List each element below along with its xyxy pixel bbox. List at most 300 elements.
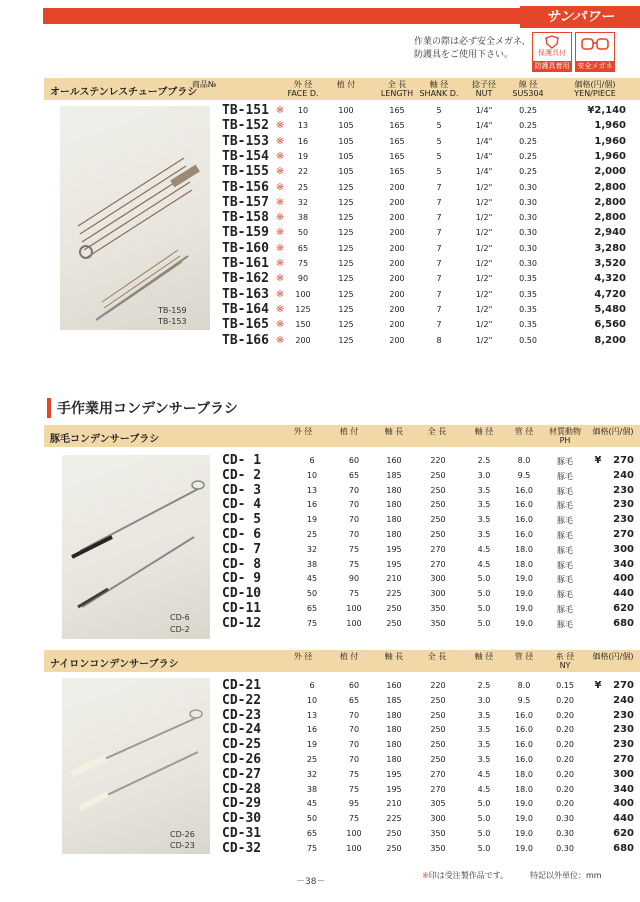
face-diameter: 50: [297, 228, 309, 238]
shank-diameter: 3.0: [477, 695, 491, 705]
col-label: 全 長: [387, 80, 407, 89]
total-length: 165: [389, 136, 405, 146]
fill-length: 70: [348, 755, 360, 764]
face-diameter: 25: [297, 182, 309, 192]
product-code: TB-156: [222, 179, 269, 195]
footer-note: [422, 870, 508, 881]
wire-diameter: 0.30: [519, 197, 537, 207]
product-code: CD-12: [222, 615, 262, 631]
face-diameter: 75: [297, 259, 309, 268]
col-label: 軸 径: [474, 652, 494, 661]
material: 0.30: [556, 843, 574, 853]
face-diameter: 50: [306, 814, 318, 824]
price: 680: [613, 842, 634, 854]
tube-diameter: 18.0: [515, 559, 533, 569]
wire-diameter: 0.30: [519, 182, 537, 192]
tube-diameter: 16.0: [515, 530, 533, 539]
price: 620: [613, 828, 634, 839]
tube-diameter: 16.0: [515, 725, 533, 735]
table-row: [44, 319, 640, 334]
shank-diameter: 7: [436, 213, 442, 223]
tube-header: [44, 78, 640, 100]
tube-diameter: 19.0: [515, 574, 533, 584]
footer-note-text: 印は受注製作品です。: [428, 871, 509, 880]
yen-mark: ¥: [594, 455, 602, 466]
shaft-length: 250: [386, 618, 402, 628]
face-diameter: 19: [306, 515, 318, 525]
total-length: 200: [389, 304, 405, 314]
table-row: [44, 541, 640, 559]
wire-diameter: 0.30: [519, 243, 537, 253]
face-diameter: 6: [309, 456, 315, 465]
table-row: [44, 529, 640, 544]
fill-length: 125: [338, 259, 354, 268]
shank-diameter: 7: [436, 320, 442, 330]
total-length: 165: [389, 121, 405, 131]
face-diameter: 45: [306, 574, 318, 584]
product-code: CD-27: [222, 766, 262, 782]
col-label: 外 径: [293, 427, 313, 436]
custom-order-mark: ※: [275, 319, 285, 331]
product-code: CD- 8: [222, 556, 262, 572]
table-row: [44, 754, 640, 769]
shaft-length: 180: [386, 485, 402, 495]
wire-diameter: 0.25: [519, 121, 537, 131]
price: 2,800: [594, 181, 626, 193]
tube-diameter: 9.5: [517, 695, 531, 705]
shank-diameter: 5: [436, 121, 442, 131]
product-code: TB-151: [222, 103, 269, 118]
face-diameter: 150: [295, 320, 311, 330]
price: 680: [613, 617, 634, 629]
product-code: CD- 1: [222, 453, 262, 468]
bristle-caption-2: CD-2: [170, 625, 190, 634]
total-length: 200: [389, 228, 405, 238]
face-diameter: 38: [306, 784, 318, 794]
shank-diameter: 5.0: [477, 843, 491, 853]
tube-product-name: オールステンレスチューブブラシ: [50, 87, 198, 98]
total-length: 165: [389, 167, 405, 177]
product-code: CD- 2: [222, 467, 262, 483]
nut-size: 1/4": [475, 121, 493, 131]
total-length: 250: [430, 695, 446, 705]
shank-diameter: 4.5: [477, 784, 491, 794]
tube-col-header: [414, 80, 464, 98]
product-code: CD-29: [222, 796, 262, 812]
table-row: [44, 556, 640, 574]
price: 230: [613, 484, 634, 496]
table-row: [44, 273, 640, 288]
nut-size: 1/2": [475, 197, 493, 207]
fill-length: 75: [348, 544, 360, 554]
shaft-length: 195: [386, 544, 402, 554]
table-row: [44, 227, 640, 242]
fill-length: 100: [346, 829, 362, 838]
fill-length: 70: [348, 485, 360, 495]
custom-order-mark: ※: [275, 258, 285, 269]
table-row: [44, 680, 640, 695]
face-diameter: 75: [306, 843, 318, 853]
material: 豚毛: [557, 575, 573, 585]
custom-order-mark: ※: [275, 135, 285, 147]
wire-diameter: 0.25: [519, 151, 537, 161]
total-length: 300: [430, 589, 446, 599]
material: 豚毛: [557, 605, 573, 614]
tube-diameter: 16.0: [515, 710, 533, 720]
face-diameter: 19: [297, 151, 309, 161]
nut-size: 1/2": [475, 304, 493, 314]
material: 0.20: [556, 725, 574, 735]
price: 340: [613, 558, 634, 570]
price: 230: [613, 514, 634, 526]
nut-size: 1/2": [475, 259, 493, 268]
col-sublabel: NUT: [475, 89, 493, 98]
shaft-length: 210: [386, 574, 402, 584]
bristle-col-header: [326, 427, 372, 436]
shaft-length: 180: [386, 755, 402, 764]
yen-mark: ¥: [594, 680, 602, 691]
bristle-col-header: [414, 427, 460, 436]
fill-length: 125: [338, 197, 354, 207]
product-code: CD- 7: [222, 541, 262, 557]
shank-diameter: 3.5: [477, 500, 491, 510]
shaft-length: 195: [386, 769, 402, 779]
total-length: 200: [389, 289, 405, 299]
price: 1,960: [594, 150, 626, 162]
price: ¥2,140: [587, 105, 626, 116]
col-sublabel: SHANK D.: [419, 89, 459, 98]
tube-diameter: 8.0: [517, 456, 531, 465]
bristle-col-header: [374, 427, 414, 436]
nylon-col-header: [462, 652, 506, 661]
tube-diameter: 18.0: [515, 784, 533, 794]
table-row: [44, 133, 640, 151]
table-row: [44, 482, 640, 500]
total-length: 300: [430, 814, 446, 824]
face-diameter: 22: [297, 167, 309, 177]
nut-size: 1/2": [475, 243, 493, 253]
product-code: TB-152: [222, 118, 269, 134]
fill-length: 105: [338, 167, 354, 177]
price: 270: [613, 529, 634, 540]
bristle-col-header: [280, 427, 326, 436]
wire-diameter: 0.25: [519, 106, 537, 115]
col-label: 糸 径: [555, 652, 575, 661]
nylon-col-header: [414, 652, 460, 661]
custom-order-mark: ※: [275, 288, 285, 300]
nylon-brush-section: [44, 650, 640, 860]
material: 0.20: [556, 784, 574, 794]
shaft-length: 225: [386, 589, 402, 599]
footer-note-mark: ※: [422, 871, 429, 880]
price: 230: [613, 739, 634, 751]
fill-length: 70: [348, 710, 360, 720]
wire-diameter: 0.35: [519, 320, 537, 330]
table-row: [44, 332, 640, 350]
price: 2,800: [594, 196, 626, 208]
shaft-length: 180: [386, 500, 402, 510]
fill-length: 65: [348, 695, 360, 705]
price: 300: [613, 768, 634, 780]
custom-order-mark: ※: [275, 166, 285, 178]
table-row: [44, 179, 640, 197]
table-row: [44, 798, 640, 813]
shank-diameter: 4.5: [477, 769, 491, 779]
shaft-length: 180: [386, 515, 402, 525]
table-row: [44, 828, 640, 843]
shank-diameter: 4.5: [477, 559, 491, 569]
shank-diameter: 7: [436, 243, 442, 253]
material: 0.20: [556, 710, 574, 720]
footer-unit: 特記以外単位：mm: [530, 871, 602, 880]
price: 3,520: [594, 258, 626, 269]
face-diameter: 10: [306, 470, 318, 480]
wire-diameter: 0.35: [519, 289, 537, 299]
product-code: TB-163: [222, 286, 269, 302]
col-label: 軸 長: [384, 427, 404, 436]
table-row: [44, 692, 640, 710]
product-code: CD- 9: [222, 571, 262, 587]
table-row: [44, 455, 640, 470]
fill-length: 125: [338, 274, 354, 284]
shaft-length: 185: [386, 695, 402, 705]
shank-diameter: 7: [436, 259, 442, 268]
price: 2,940: [594, 227, 626, 239]
nylon-col-header: [582, 652, 640, 661]
material: 豚毛: [557, 516, 573, 526]
total-length: 200: [389, 182, 405, 192]
custom-order-mark: ※: [275, 303, 285, 315]
wire-diameter: 0.30: [519, 213, 537, 223]
nylon-header: [44, 650, 640, 672]
total-length: 220: [430, 681, 446, 690]
product-code: CD-22: [222, 692, 262, 708]
fill-length: 125: [338, 320, 354, 330]
shaft-length: 250: [386, 829, 402, 838]
col-label: 植 付: [336, 80, 356, 89]
custom-order-mark: ※: [275, 196, 285, 208]
table-row: [44, 724, 640, 739]
price: 6,560: [594, 319, 626, 331]
face-diameter: 6: [309, 681, 315, 690]
tube-diameter: 16.0: [515, 485, 533, 495]
safety-glasses-label: 安全メガネ: [577, 62, 613, 70]
price: 230: [613, 724, 634, 736]
product-code: CD- 5: [222, 512, 262, 528]
tube-diameter: 19.0: [515, 814, 533, 824]
price: 440: [613, 813, 634, 825]
nut-size: 1/4": [475, 106, 493, 115]
fill-length: 125: [338, 182, 354, 192]
fill-length: 125: [338, 289, 354, 299]
shank-diameter: 3.5: [477, 485, 491, 495]
fill-length: 70: [348, 500, 360, 510]
protective-gear-label: 防護具着用: [534, 62, 570, 70]
tube-col-header: [502, 80, 554, 98]
product-code: TB-155: [222, 164, 269, 180]
shaft-length: 160: [386, 681, 402, 690]
shank-diameter: 8: [436, 335, 442, 345]
wire-diameter: 0.25: [519, 136, 537, 146]
fill-length: 75: [348, 589, 360, 599]
table-row: [44, 707, 640, 725]
product-code: CD-10: [222, 586, 262, 602]
nylon-col-header: [280, 652, 326, 661]
price: 270: [613, 754, 634, 765]
face-diameter: 25: [306, 530, 318, 539]
shank-diameter: 5.0: [477, 799, 491, 809]
col-sublabel: NY: [559, 661, 571, 670]
product-code: TB-160: [222, 240, 269, 256]
tube-col-header: [174, 80, 234, 89]
fill-length: 75: [348, 784, 360, 794]
col-label: 商品№: [191, 80, 217, 89]
tube-diameter: 16.0: [515, 755, 533, 764]
product-code: TB-164: [222, 301, 269, 317]
nut-size: 1/2": [475, 228, 493, 238]
tube-diameter: 19.0: [515, 799, 533, 809]
material: 0.30: [556, 814, 574, 824]
fill-length: 100: [346, 618, 362, 628]
shaft-length: 195: [386, 784, 402, 794]
wire-diameter: 0.50: [519, 335, 537, 345]
fill-length: 125: [338, 304, 354, 314]
shank-diameter: 5.0: [477, 589, 491, 599]
table-row: [44, 258, 640, 273]
price: 270: [613, 680, 634, 691]
tube-diameter: 16.0: [515, 500, 533, 510]
total-length: 350: [430, 829, 446, 838]
face-diameter: 65: [306, 829, 318, 838]
face-diameter: 32: [306, 544, 318, 554]
price: 340: [613, 783, 634, 795]
price: 300: [613, 543, 634, 555]
shank-diameter: 2.5: [477, 456, 491, 465]
face-diameter: 125: [295, 304, 311, 314]
price: 270: [613, 455, 634, 466]
tube-diameter: 19.0: [515, 618, 533, 628]
price: 240: [613, 694, 634, 706]
nut-size: 1/2": [475, 213, 493, 223]
custom-order-mark: ※: [275, 105, 285, 116]
face-diameter: 32: [297, 197, 309, 207]
table-row: [44, 739, 640, 754]
tube-col-header: [552, 80, 638, 98]
bristle-header: [44, 425, 640, 447]
shank-diameter: 7: [436, 228, 442, 238]
fill-length: 70: [348, 530, 360, 539]
product-code: CD-21: [222, 678, 262, 693]
shank-diameter: 3.5: [477, 725, 491, 735]
col-label: 価格(円/個): [574, 80, 616, 89]
custom-order-mark: ※: [275, 242, 285, 254]
col-label: 管 径: [514, 427, 534, 436]
shank-diameter: 3.5: [477, 755, 491, 764]
fill-length: 75: [348, 559, 360, 569]
col-label: 材質動物: [549, 427, 581, 436]
total-length: 250: [430, 530, 446, 539]
total-length: 250: [430, 725, 446, 735]
product-code: TB-161: [222, 256, 269, 271]
table-row: [44, 105, 640, 120]
material: 0.20: [556, 799, 574, 809]
tube-diameter: 8.0: [517, 681, 531, 690]
shank-diameter: 7: [436, 197, 442, 207]
tube-diameter: 19.0: [515, 829, 533, 838]
col-label: 外 径: [293, 652, 313, 661]
face-diameter: 25: [306, 755, 318, 764]
protective-gear-badge: [532, 32, 572, 72]
col-sublabel: SUS304: [512, 89, 544, 98]
price: 2,800: [594, 212, 626, 224]
table-row: [44, 120, 640, 135]
price: 620: [613, 603, 634, 614]
table-row: [44, 240, 640, 258]
material: 豚毛: [557, 545, 573, 555]
custom-order-mark: ※: [275, 181, 285, 193]
shank-diameter: 5: [436, 136, 442, 146]
col-sublabel: FACE D.: [287, 89, 319, 98]
total-length: 200: [389, 197, 405, 207]
table-row: [44, 148, 640, 166]
shaft-length: 180: [386, 710, 402, 720]
total-length: 350: [430, 604, 446, 613]
nylon-col-header: [326, 652, 372, 661]
material: 0.20: [556, 755, 574, 764]
nylon-caption-1: CD-26: [170, 830, 195, 839]
bristle-product-name: 豚毛コンデンサーブラシ: [50, 434, 160, 445]
face-diameter: 200: [295, 335, 311, 345]
shank-diameter: 4.5: [477, 544, 491, 554]
fill-length: 105: [338, 151, 354, 161]
wire-diameter: 0.25: [519, 167, 537, 177]
brand-logo: サンパワー: [520, 6, 640, 28]
product-code: CD-23: [222, 707, 262, 723]
fill-length: 125: [338, 243, 354, 253]
table-row: [44, 840, 640, 858]
table-row: [44, 194, 640, 212]
face-diameter: 65: [306, 604, 318, 613]
total-length: 350: [430, 843, 446, 853]
face-diameter: 38: [297, 213, 309, 223]
material: 豚毛: [557, 531, 573, 540]
col-label: 全 長: [427, 652, 447, 661]
shank-diameter: 3.0: [477, 470, 491, 480]
table-row: [44, 166, 640, 181]
table-row: [44, 573, 640, 588]
wire-diameter: 0.35: [519, 274, 537, 284]
total-length: 270: [430, 769, 446, 779]
total-length: 270: [430, 544, 446, 554]
nut-size: 1/2": [475, 289, 493, 299]
col-label: 管 径: [514, 652, 534, 661]
price: 8,200: [594, 334, 626, 346]
col-label: 全 長: [427, 427, 447, 436]
face-diameter: 10: [306, 695, 318, 705]
protective-gear-sub: 保護具付: [538, 49, 566, 57]
shaft-length: 180: [386, 740, 402, 750]
shank-diameter: 3.5: [477, 740, 491, 750]
total-length: 200: [389, 335, 405, 345]
product-code: CD- 4: [222, 497, 262, 513]
fill-length: 70: [348, 725, 360, 735]
product-code: TB-165: [222, 317, 269, 333]
price: 1,960: [594, 120, 626, 132]
shank-diameter: 3.5: [477, 710, 491, 720]
fill-length: 125: [338, 213, 354, 223]
total-length: 200: [389, 320, 405, 330]
nut-size: 1/2": [475, 335, 493, 345]
